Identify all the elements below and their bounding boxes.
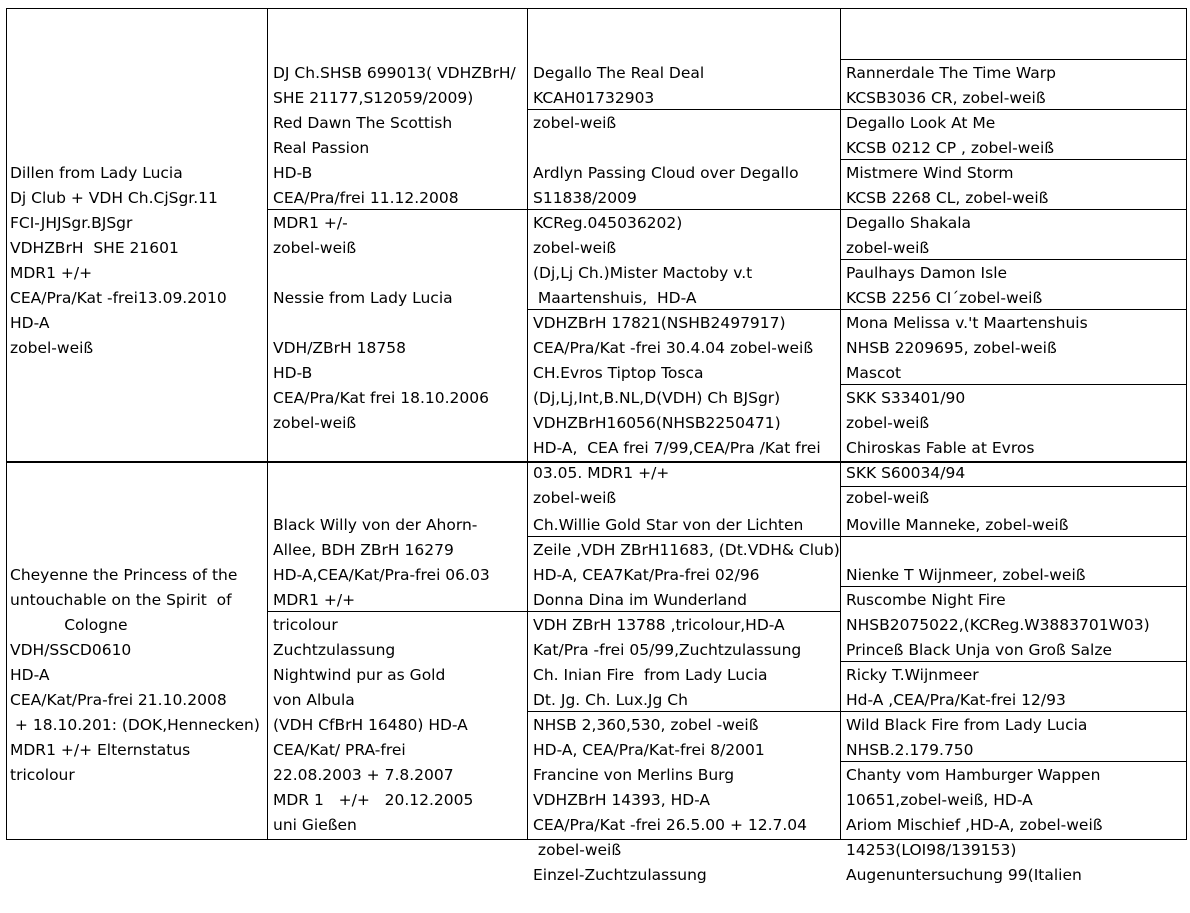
gen4-cell: Paulhays Damon Isle KCSB 2256 CI´zobel-weiß [846, 264, 1043, 307]
gen4-cell: Chanty vom Hamburger Wappen 10651,zobel-weiß, HD-A [846, 766, 1101, 809]
grid-line [6, 461, 1187, 463]
gen4-cell: Ariom Mischief ,HD-A, zobel-weiß 14253(LOI98/139153) Augenuntersuchung 99(Italien [846, 816, 1103, 884]
grid-line [840, 59, 1187, 60]
gen3-cell: Donna Dina im Wunderland VDH ZBrH 13788 ,tricolour,HD-A Kat/Pra -frei 05/99,Zuchtzulassung [533, 591, 802, 659]
gen4-cell: Wild Black Fire from Lady Lucia NHSB.2.179.750 [846, 716, 1088, 759]
gen3-cell: (Dj,Lj Ch.)Mister Mactoby v.t Maartenshuis, HD-A VDHZBrH 17821(NSHB2497917) CEA/Pra/Kat -frei 30.4.04 zobel-weiß [533, 264, 814, 357]
grid-line [840, 661, 1187, 662]
gen4-cell: Rannerdale The Time Warp KCSB3036 CR, zobel-weiß [846, 64, 1056, 107]
grid-line [527, 711, 1187, 712]
gen3-cell: CH.Evros Tiptop Tosca (Dj,Lj,Int,B.NL,D(VDH) Ch BJSgr) VDHZBrH16056(NHSB2250471) HD-A, CEA frei 7/99,CEA/Pra /Kat frei 03.05. MDR1 +/+ zobel-weiß [533, 364, 821, 507]
gen2-cell: Nessie from Lady Lucia VDH/ZBrH 18758 HD-B CEA/Pra/Kat frei 18.10.2006 zobel-weiß [273, 289, 490, 432]
gen4-cell: Nienke T Wijnmeer, zobel-weiß [846, 566, 1086, 584]
grid-line [840, 384, 1187, 385]
gen4-cell: Mistmere Wind Storm KCSB 2268 CL, zobel-weiß [846, 164, 1049, 207]
grid-line [840, 8, 841, 840]
gen4-cell: Mona Melissa v.'t Maartenshuis NHSB 2209695, zobel-weiß [846, 314, 1088, 357]
gen2-cell: Nightwind pur as Gold von Albula (VDH CfBrH 16480) HD-A CEA/Kat/ PRA-frei 22.08.2003 + 7.8.2007 MDR 1 +/+ 20.12.2005 uni Gießen [273, 666, 474, 834]
grid-line [527, 309, 1187, 310]
gen4-cell: Chiroskas Fable at Evros SKK S60034/94 zobel-weiß [846, 439, 1035, 507]
grid-line [527, 536, 1187, 537]
gen4-cell: Degallo Look At Me KCSB 0212 CP , zobel-weiß [846, 114, 1055, 157]
gen4-cell: Moville Manneke, zobel-weiß [846, 516, 1069, 534]
gen3-cell: Ch.Willie Gold Star von der Lichten Zeile ,VDH ZBrH11683, (Dt.VDH& Club) HD-A, CEA7Kat/Pra-frei 02/96 [533, 516, 840, 584]
gen3-cell: Ch. Inian Fire from Lady Lucia Dt. Jg. Ch. Lux.Jg Ch NHSB 2,360,530, zobel -weiß HD-A, CEA/Pra/Kat-frei 8/2001 [533, 666, 768, 759]
gen2-cell: Black Willy von der Ahorn- Allee, BDH ZBrH 16279 HD-A,CEA/Kat/Pra-frei 06.03 MDR1 +/+ tricolour Zuchtzulassung [273, 516, 490, 659]
grid-line [840, 761, 1187, 762]
grid-line [840, 209, 1187, 210]
grid-line [267, 209, 840, 210]
grid-line [267, 611, 840, 612]
gen4-cell: Mascot SKK S33401/90 zobel-weiß [846, 364, 966, 432]
grid-line [840, 159, 1187, 160]
gen1-sire: Dillen from Lady Lucia Dj Club + VDH Ch.CjSgr.11 FCI-JHJSgr.BJSgr VDHZBrH SHE 21601 MDR1 +/+ CEA/Pra/Kat -frei13.09.2010 HD-A zobel-weiß [10, 164, 227, 357]
grid-line [527, 8, 528, 840]
grid-line [527, 109, 1187, 110]
gen4-cell: Princeß Black Unja von Groß Salze [846, 641, 1113, 659]
gen2-cell: DJ Ch.SHSB 699013( VDHZBrH/ SHE 21177,S12059/2009) Red Dawn The Scottish Real Passion HD-B CEA/Pra/frei 11.12.2008 MDR1 +/- zobel-weiß [273, 64, 516, 257]
gen3-cell: Ardlyn Passing Cloud over Degallo S11838/2009 KCReg.045036202) zobel-weiß [533, 164, 799, 257]
gen3-cell: Degallo The Real Deal KCAH01732903 zobel-weiß [533, 64, 705, 132]
gen1-dam: Cheyenne the Princess of the untouchable on the Spirit of Cologne VDH/SSCD0610 HD-A CEA/Kat/Pra-frei 21.10.2008 + 18.10.201: (DOK,Hennecken) MDR1 +/+ Elternstatus tricolour [10, 566, 260, 784]
grid-line [840, 586, 1187, 587]
gen4-cell: Ricky T.Wijnmeer Hd-A ,CEA/Pra/Kat-frei 12/93 [846, 666, 1066, 709]
gen3-cell: Francine von Merlins Burg VDHZBrH 14393, HD-A CEA/Pra/Kat -frei 26.5.00 + 12.7.04 zobel-weiß Einzel-Zuchtzulassung [533, 766, 808, 884]
gen4-cell: Ruscombe Night Fire NHSB2075022,(KCReg.W3883701W03) [846, 591, 1150, 634]
gen4-cell: Degallo Shakala zobel-weiß [846, 214, 971, 257]
grid-line [267, 8, 268, 840]
grid-line [840, 259, 1187, 260]
grid-line [840, 486, 1187, 487]
